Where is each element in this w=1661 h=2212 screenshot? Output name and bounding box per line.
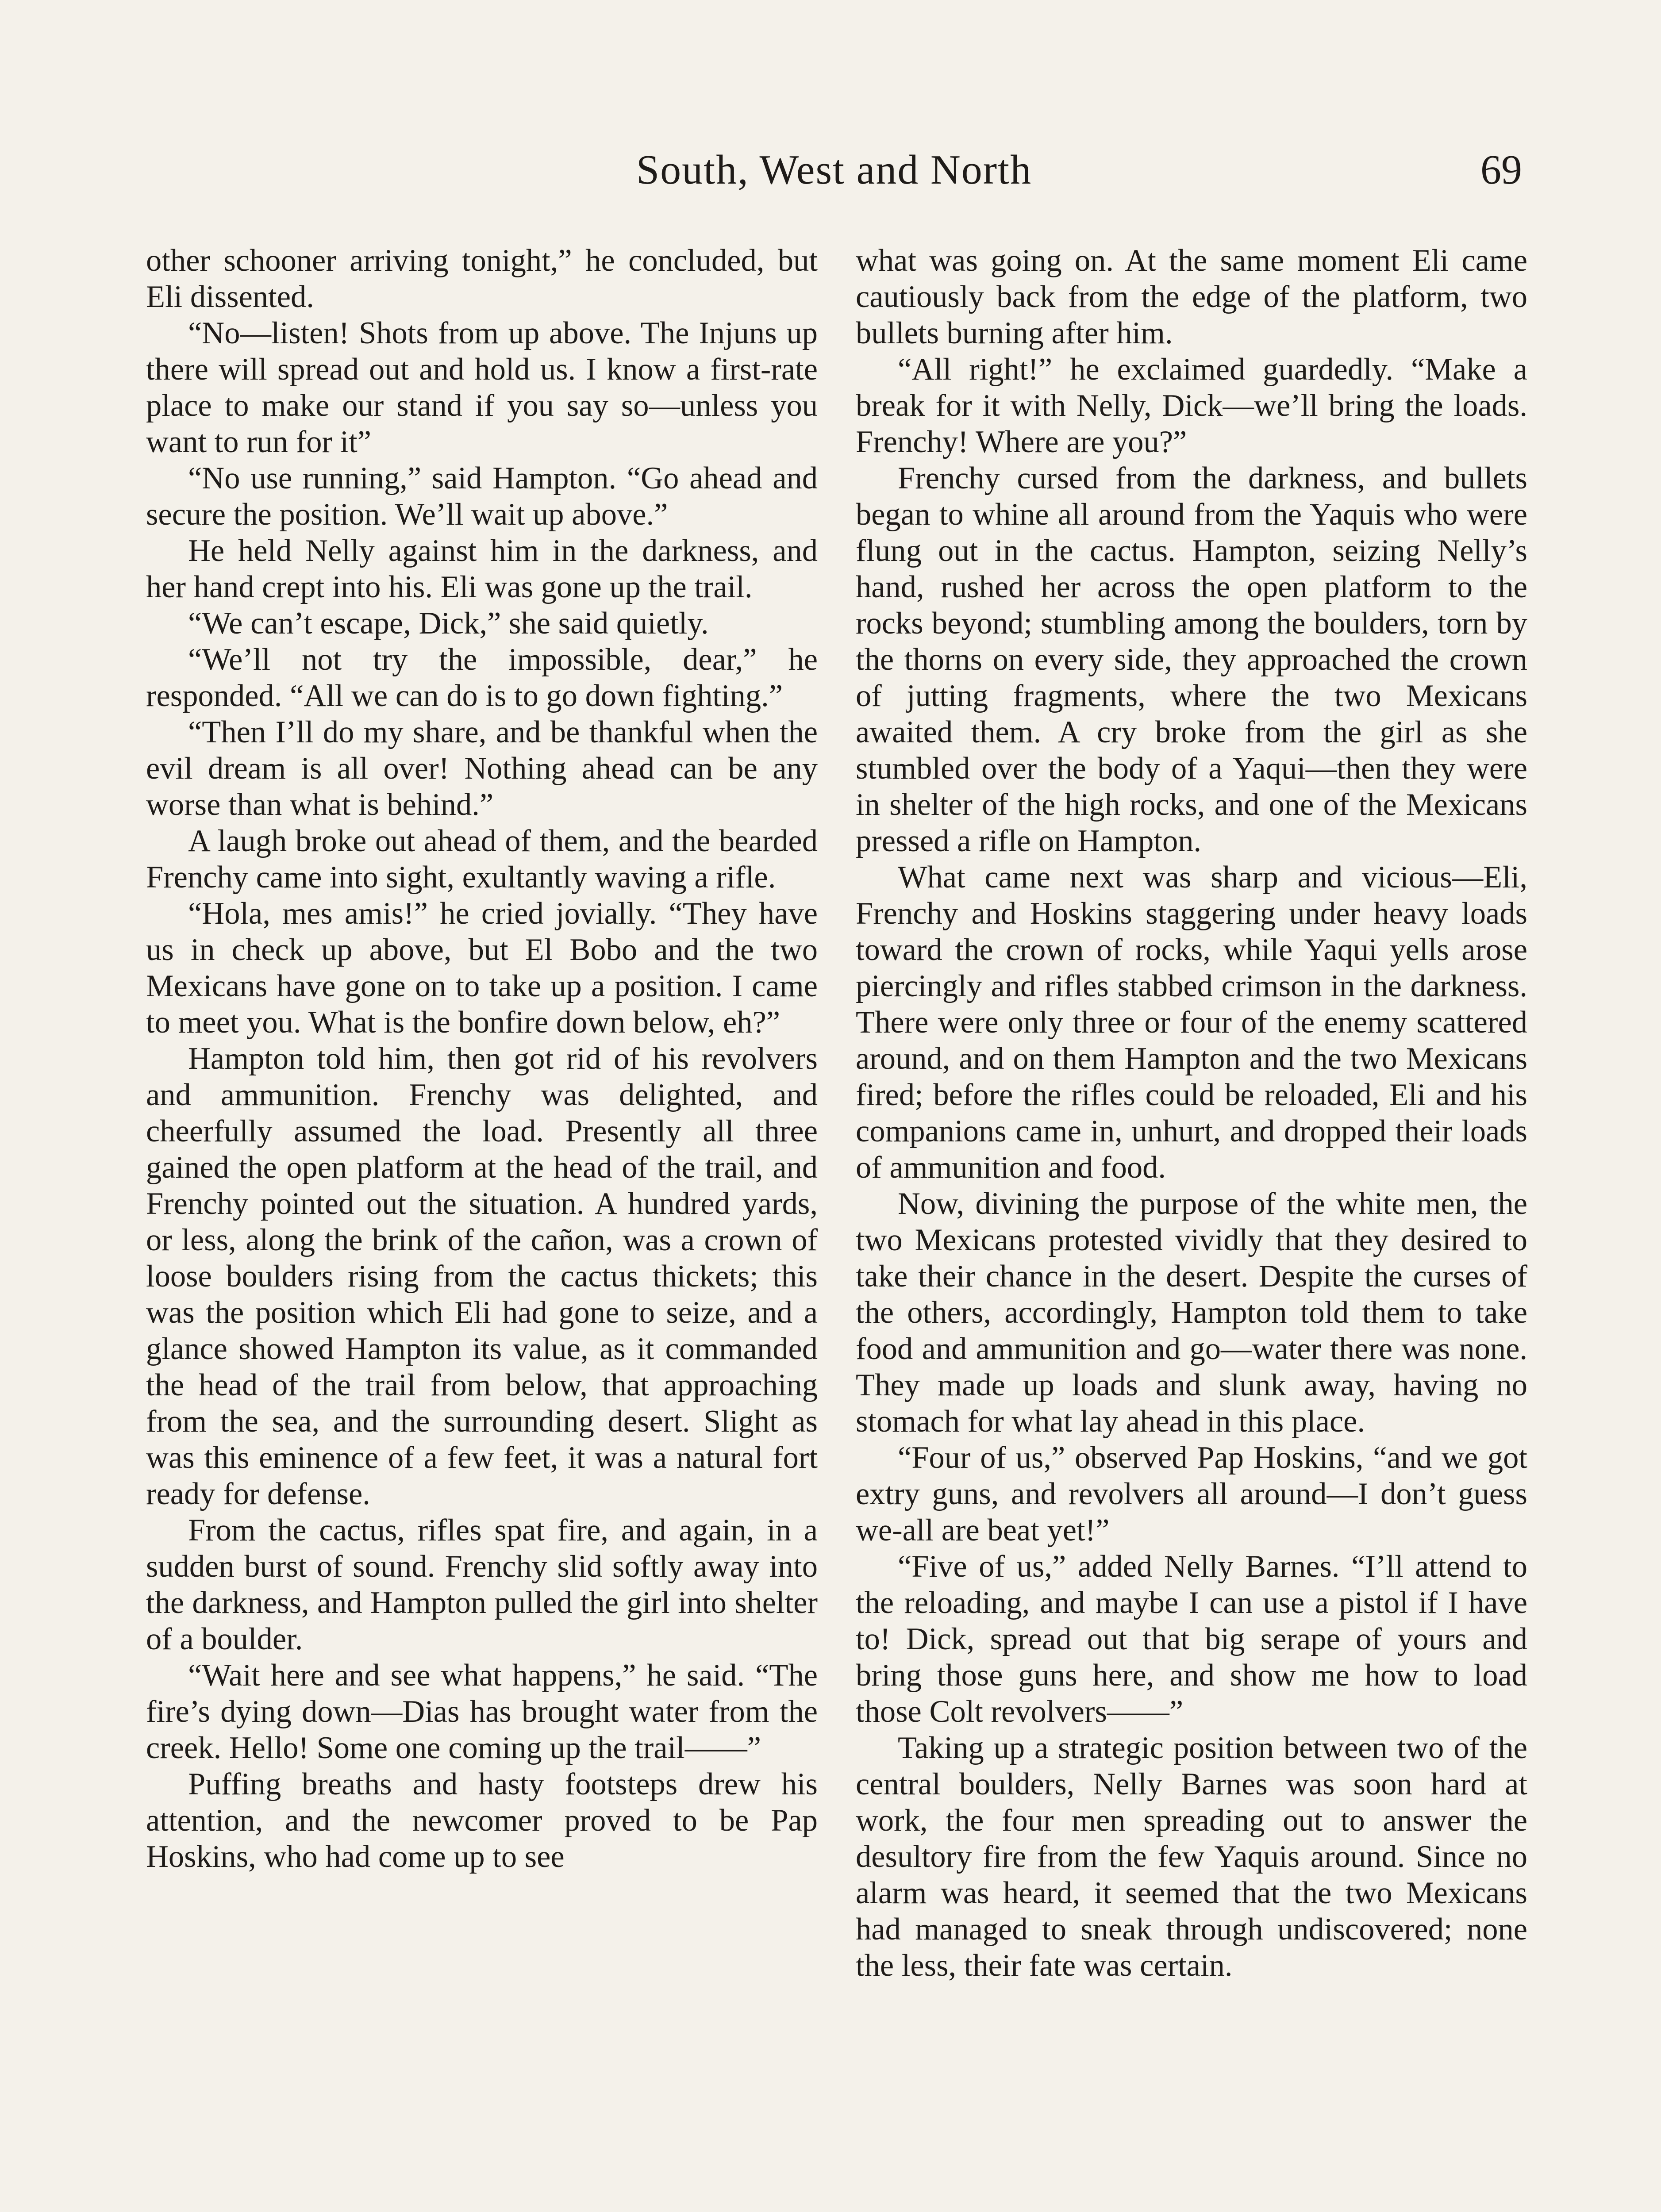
- page-number: 69: [1480, 147, 1522, 193]
- paragraph: “We can’t escape, Dick,” she said quietly.: [188, 606, 709, 641]
- paragraph: A laugh broke out ahead of them, and the bearded Frenchy came into sight, exultantly waving a rifle.: [146, 824, 818, 895]
- paragraph: He held Nelly against him in the darkness, and her hand crept into his. Eli was gone up the trail.: [146, 534, 818, 604]
- paragraph: “Five of us,” added Nelly Barnes. “I’ll attend to the reloading, and maybe I can use a pistol if I have to! Dick, spread out that big serape of yours and bring those guns here, and show me how to load those Colt revolvers——”: [856, 1549, 1527, 1729]
- paragraph: Frenchy cursed from the darkness, and bullets began to whine all around from the Yaquis who were flung out in the cactus. Hampton, seizing Nelly’s hand, rushed her across the open platform to the rocks beyond; stumbling among the boulders, torn by the thorns on every side, they approached the crown of jutting fragments, where the two Mexicans awaited them. A cry broke from the girl as she stumbled over the body of a Yaqui—then they were in shelter of the high rocks, and one of the Mexicans pressed a rifle on Hampton.: [856, 461, 1527, 858]
- paragraph: Hampton told him, then got rid of his revolvers and ammunition. Frenchy was delighted, and cheerfully assumed the load. Presently all three gained the open platform at the head of the trail, and Frenchy pointed out the situation. A hundred yards, or less, along the brink of the cañon, was a crown of loose boulders rising from the cactus thickets; this was the position which Eli had gone to seize, and a glance showed Hampton its value, as it commanded the head of the trail from below, that approaching from the sea, and the surrounding desert. Slight as was this eminence of a few feet, it was a natural fort ready for defense.: [146, 1041, 818, 1511]
- paragraph: “No—listen! Shots from up above. The Injuns up there will spread out and hold us. I know a first-rate place to make our stand if you say so—unless you want to run for it”: [146, 316, 818, 459]
- paragraph: Now, divining the purpose of the white men, the two Mexicans protested vividly that they desired to take their chance in the desert. Despite the curses of the others, accordingly, Hampton told them to take food and ammunition and go—water there was none. They made up loads and slunk away, having no stomach for what lay ahead in this place.: [856, 1187, 1527, 1439]
- paragraph: “We’ll not try the impossible, dear,” he responded. “All we can do is to go down fighting.”: [146, 642, 818, 713]
- paragraph: what was going on. At the same moment Eli came cautiously back from the edge of the platform, two bullets burning after him.: [856, 243, 1527, 350]
- paragraph: “Four of us,” observed Pap Hoskins, “and we got extry guns, and revolvers all around—I don’t guess we-all are beat yet!”: [856, 1440, 1527, 1548]
- paragraph: “Wait here and see what happens,” he said. “The fire’s dying down—Dias has brought water from the creek. Hello! Some one coming up the trail——”: [146, 1658, 818, 1765]
- paragraph: “Hola, mes amis!” he cried jovially. “They have us in check up above, but El Bobo and the two Mexicans have gone on to take up a position. I came to meet you. What is the bonfire down below, eh?”: [146, 896, 818, 1040]
- right-column: [856, 242, 1527, 1984]
- paragraph: “All right!” he exclaimed guardedly. “Make a break for it with Nelly, Dick—we’ll bring the loads. Frenchy! Where are you?”: [856, 352, 1527, 459]
- paragraph: “Then I’ll do my share, and be thankful when the evil dream is all over! Nothing ahead can be any worse than what is behind.”: [146, 715, 818, 822]
- running-title: South, West and North: [636, 147, 1032, 193]
- paragraph: Puffing breaths and hasty footsteps drew his attention, and the newcomer proved to be Pap Hoskins, who had come up to see: [146, 1767, 818, 1874]
- paragraph: What came next was sharp and vicious—Eli, Frenchy and Hoskins staggering under heavy loads toward the crown of rocks, while Yaqui yells arose piercingly and rifles stabbed crimson in the darkness. There were only three or four of the enemy scattered around, and on them Hampton and the two Mexicans fired; before the rifles could be reloaded, Eli and his companions came in, unhurt, and dropped their loads of ammunition and food.: [856, 860, 1527, 1185]
- paragraph: “No use running,” said Hampton. “Go ahead and secure the position. We’ll wait up above.”: [146, 461, 818, 532]
- paragraph: From the cactus, rifles spat fire, and again, in a sudden burst of sound. Frenchy slid softly away into the darkness, and Hampton pulled the girl into shelter of a boulder.: [146, 1513, 818, 1656]
- running-head: [146, 146, 1522, 199]
- paragraph: Taking up a strategic position between two of the central boulders, Nelly Barnes was soon hard at work, the four men spreading out to answer the desultory fire from the few Yaquis around. Since no alarm was heard, it seemed that the two Mexicans had managed to sneak through undiscovered; none the less, their fate was certain.: [856, 1731, 1527, 1983]
- paragraph: other schooner arriving tonight,” he concluded, but Eli dissented.: [146, 243, 818, 314]
- left-column: [146, 242, 818, 1875]
